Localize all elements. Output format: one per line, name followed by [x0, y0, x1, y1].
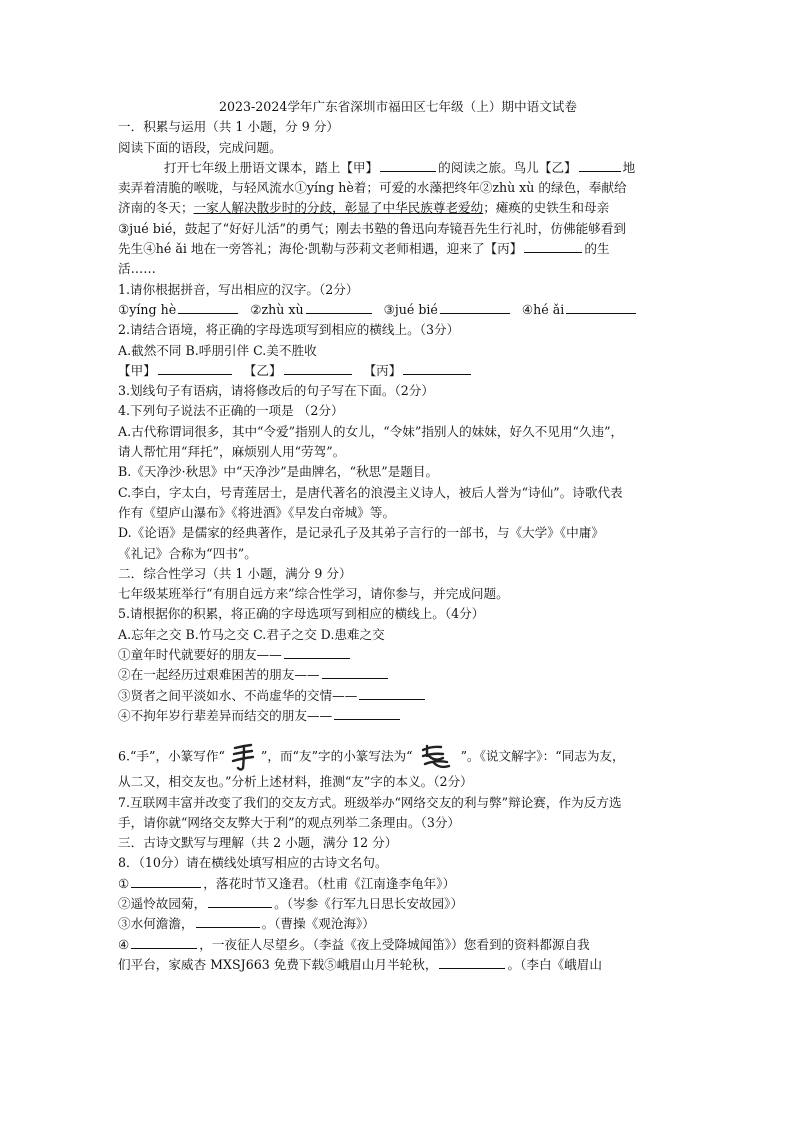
poem-line-3: ③水何澹澹， 。（曹操《观沧海》）: [118, 916, 375, 932]
poem-line-2: ②遥怜故园菊， 。（岑参《行军九日思长安故园》）: [118, 895, 464, 911]
answer-blank[interactable]: [306, 300, 372, 314]
option-d-line-1: D.《论语》是儒家的经典著作，是记录孔子及其弟子言行的一部书，与《大学》《中庸》: [118, 525, 604, 541]
question-2-blanks: 【甲】 【乙】 【丙】: [118, 361, 678, 381]
answer-blank[interactable]: [131, 935, 197, 949]
section-2-heading: 二．综合性学习（共 1 小题，满分 9 分）: [118, 565, 352, 581]
answer-blank[interactable]: [440, 300, 510, 314]
option-c-line-2: 作有《望庐山瀑布》《将进酒》《早发白帝城》等。: [118, 504, 396, 520]
poem-line-1: ① ，落花时节又逢君。（杜甫《江南逢李龟年》）: [118, 875, 456, 891]
question-7-line-1: 7.互联网丰富并改变了我们的交友方式。班级举办“网络交友的利与弊”辩论赛，作为反方选: [118, 794, 622, 810]
question-4: 4.下列句子说法不正确的一项是 （2分）: [118, 403, 344, 419]
option-a-line-1: A.古代称谓词很多，其中“令爱”指别人的女儿，“令妹”指别人的妹妹，好久不见用“久违”，: [118, 423, 624, 439]
section-3-heading: 三．古诗文默写与理解（共 2 小题，满分 12 分）: [118, 835, 398, 851]
answer-blank[interactable]: [334, 706, 400, 720]
seal-script-shou-icon: [229, 742, 257, 772]
section-2-intro: 七年级某班举行“有朋自远方来”综合性学习，请你参与，并完成问题。: [118, 586, 509, 602]
question-6-line-2: 从二又，相交友也。”分析上述材料，推测“友”字的本义。（2分）: [118, 774, 473, 790]
page-title: 2023-2024学年广东省深圳市福田区七年级（上）期中语文试卷: [218, 99, 577, 114]
poem-line-5: 们平台，家威杏 MXSJ663 免费下载⑤峨眉山月半轮秋， 。（李白《峨眉山: [118, 956, 602, 972]
underlined-sentence: 一家人解决散步时的分歧，彰显了中华民族尊老爱幼: [193, 200, 484, 216]
passage-line-6: 活……: [118, 261, 156, 277]
question-2-options: A.截然不同 B.呼朋引伴 C.美不胜收: [118, 342, 317, 358]
question-7-line-2: 手，请你就“网络交友弊大于利”的观点列举二条理由。（3分）: [118, 814, 461, 830]
answer-blank[interactable]: [359, 686, 425, 700]
blank-bing[interactable]: [524, 239, 582, 253]
answer-blank[interactable]: [208, 894, 272, 908]
option-b: B.《天净沙·秋思》中“天净沙”是曲牌名，“秋思”是题目。: [118, 464, 439, 480]
answer-blank[interactable]: [566, 300, 636, 314]
question-5-item: ③贤者之间平淡如水、不尚虚华的交情——: [118, 686, 678, 706]
question-8: 8．（10分）请在横线处填写相应的古诗文名句。: [118, 855, 388, 871]
option-d-line-2: 《礼记》合称为“四书”。: [118, 545, 257, 561]
question-5-item: ②在一起经历过艰难困苦的朋友——: [118, 665, 678, 685]
answer-blank[interactable]: [284, 645, 350, 659]
option-c-line-1: C.李白，字太白，号青莲居士，是唐代著名的浪漫主义诗人，被后人誉为“诗仙”。诗歌代表: [118, 484, 623, 500]
answer-blank[interactable]: [196, 914, 260, 928]
answer-blank[interactable]: [284, 361, 352, 375]
answer-blank[interactable]: [403, 361, 471, 375]
passage-line-4: ③jué bié，鼓起了“好好儿活”的勇气；刚去书塾的鲁迅向寿镜吾先生行礼时，仿佛能够看到: [118, 220, 626, 236]
passage-line-5: 先生④hé ǎi 地在一旁答礼；海伦·凯勒与莎莉文老师相遇，迎来了【丙】 的生: [118, 241, 610, 257]
blank-jia[interactable]: [380, 158, 436, 172]
answer-blank[interactable]: [322, 665, 388, 679]
question-5: 5.请根据你的积累，将正确的字母选项写到相应的横线上。（4分）: [118, 606, 485, 622]
passage-line-1: 打开七年级上册语文课本，踏上【甲】 的阅读之旅。鸟儿【乙】 地: [164, 159, 636, 175]
question-3: 3.划线句子有语病，请将修改后的句子写在下面。（2分）: [118, 383, 434, 399]
section-1-heading: 一．积累与运用（共 1 小题，分 9 分）: [118, 119, 339, 135]
question-5-item: ①童年时代就要好的朋友——: [118, 645, 678, 665]
blank-yi[interactable]: [579, 158, 621, 172]
poem-line-4: ④ ，一夜征人尽望乡。（李益《夜上受降城闻笛》）您看到的资料都源自我: [118, 936, 590, 952]
option-a-line-2: 请人帮忙用“拜托”，麻烦别人用“劳驾”。: [118, 444, 346, 460]
question-1-blanks: ①yíng hè ②zhù xù ③jué bié ④hé ǎi: [118, 300, 678, 320]
reading-instruction: 阅读下面的语段，完成问题。: [118, 139, 282, 155]
passage-line-2: 卖弄着清脆的喉咙，与轻风流水①yíng hè着；可爱的水藻把终年②zhù xù 的绿色，奉献给: [118, 180, 627, 196]
answer-blank[interactable]: [158, 361, 232, 375]
passage-line-3: 济南的冬天；一家人解决散步时的分歧，彰显了中华民族尊老爱幼；瘫痪的史铁生和母亲: [118, 200, 610, 216]
question-5-options: A.忘年之交 B.竹马之交 C.君子之交 D.患难之交: [118, 626, 385, 642]
answer-blank[interactable]: [439, 955, 505, 969]
answer-blank[interactable]: [178, 300, 238, 314]
question-1: 1.请你根据拼音，写出相应的汉字。（2分）: [118, 281, 359, 297]
answer-blank[interactable]: [131, 874, 201, 888]
question-5-item: ④不拘年岁行辈差异而结交的朋友——: [118, 706, 678, 726]
exam-page: [118, 97, 678, 975]
question-6-line-1: 6.“手”，小篆写作“ ”，而“友”字的小篆写法为“ ”。《说文解字》：“同志为友，: [118, 742, 678, 772]
question-2: 2.请结合语境，将正确的字母选项写到相应的横线上。（3分）: [118, 322, 460, 338]
seal-script-you-icon: [417, 742, 457, 772]
